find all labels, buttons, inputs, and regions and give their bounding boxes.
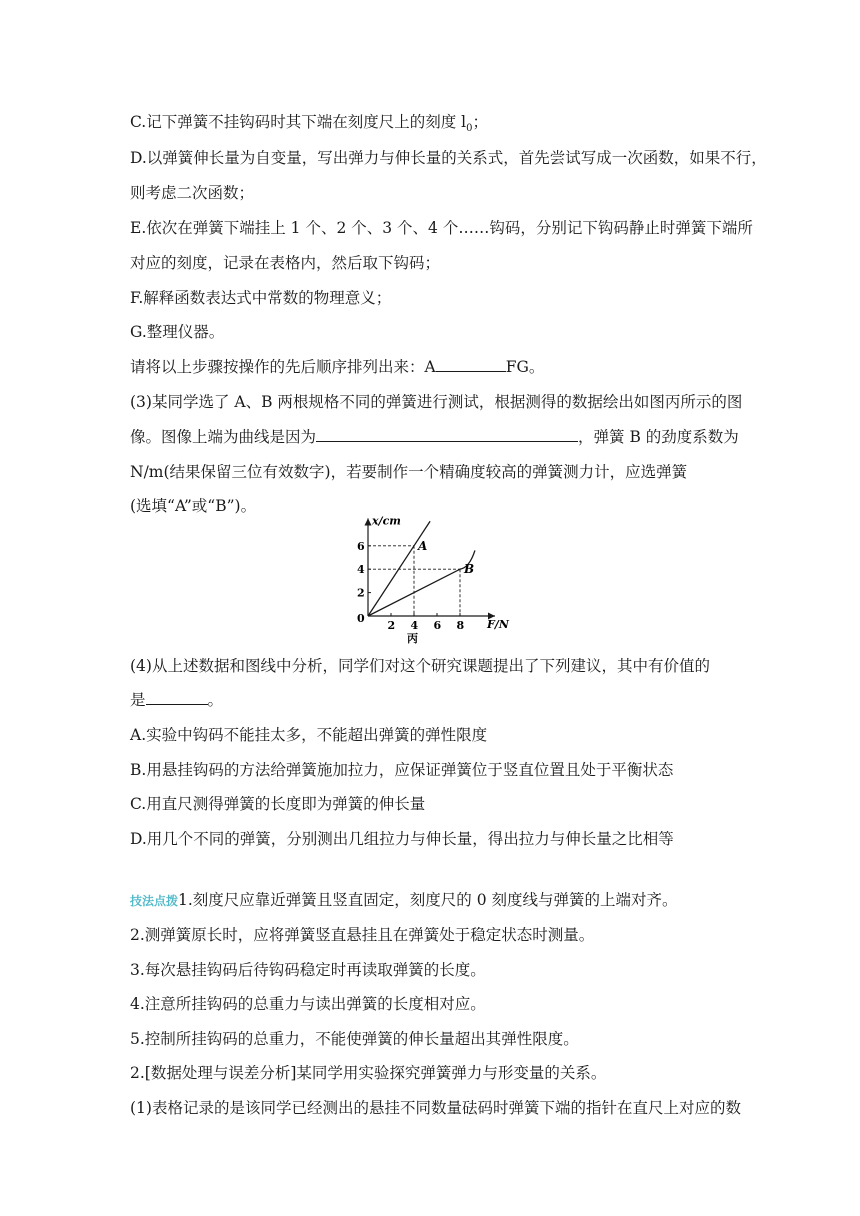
order-question-text: 请将以上步骤按操作的先后顺序排列出来：A [130, 358, 436, 376]
x-tick-label: 2 [387, 619, 396, 632]
origin-label: 0 [357, 612, 365, 625]
q3-reason-blank[interactable] [316, 427, 578, 442]
y-tick-label: 6 [357, 539, 365, 553]
x-tick-label: 4 [410, 619, 419, 632]
series-label-B: B [464, 562, 475, 577]
series-line-A [368, 521, 430, 616]
y-tick-label: 2 [357, 586, 365, 600]
spring-graph [340, 508, 540, 648]
y-tick-label: 4 [357, 563, 365, 577]
q4-line2-text: 是 [130, 691, 146, 709]
x-tick-label: 6 [433, 619, 442, 632]
q4-line2 [130, 690, 223, 710]
tip-3: 3.每次悬挂钩码后待钩码稳定时再读取弹簧的长度。 [130, 961, 486, 979]
tip-label: 技法点拨 [130, 894, 179, 908]
option-d: D.用几个不同的弹簧，分别测出几组拉力与伸长量，得出拉力与伸长量之比相等 [130, 830, 674, 848]
option-b: B.用悬挂钩码的方法给弹簧施加拉力，应保证弹簧位于竖直位置且处于平衡状态 [130, 761, 674, 779]
series-label-A: A [418, 538, 428, 553]
step-f: F.解释函数表达式中常数的物理意义； [130, 289, 392, 307]
step-c-end: ； [472, 113, 489, 131]
problem-2-part1: (1)表格记录的是该同学已经测出的悬挂不同数量砝码时弹簧下端的指针在直尺上对应的数 [130, 1099, 741, 1117]
order-question-end: FG。 [505, 358, 545, 376]
chart-caption: 丙 [407, 632, 418, 645]
step-d-line1: D.以弹簧伸长量为自变量，写出弹力与伸长量的关系式，首先尝试写成一次函数，如果不行， [130, 149, 767, 167]
tip-2: 2.测弹簧原长时，应将弹簧竖直悬挂且在弹簧处于稳定状态时测量。 [130, 926, 595, 944]
q3-line4: (选填“A”或“B”)。 [130, 497, 257, 515]
step-c-subscript: 0 [466, 123, 473, 135]
q4-answer-blank[interactable] [146, 690, 208, 705]
series-line-B [368, 550, 475, 616]
x-axis-label: F/N [487, 618, 509, 631]
x-tick-label: 8 [456, 619, 465, 632]
q3-line2 [130, 427, 739, 447]
y-axis-label: x/cm [372, 514, 401, 528]
step-d-line2: 则考虑二次函数； [130, 184, 255, 202]
q4-line1: (4)从上述数据和图线中分析，同学们对这个研究课题提出了下列建议，其中有价值的 [130, 657, 710, 675]
q4-line2-end: 。 [207, 691, 224, 709]
q3-line3: N/m(结果保留三位有效数字)，若要制作一个精确度较高的弹簧测力计，应选弹簧 [130, 463, 688, 481]
step-c [130, 112, 488, 139]
q3-line1: (3)某同学选了 A、B 两根规格不同的弹簧进行测试，根据测得的数据绘出如图丙所示的图 [130, 393, 743, 411]
q3-line2-text: 像。图像上端为曲线是因为 [130, 428, 317, 446]
order-answer-blank[interactable] [436, 357, 506, 372]
order-question [130, 357, 544, 377]
tip-1: 1.刻度尺应靠近弹簧且竖直固定，刻度尺的 0 刻度线与弹簧的上端对齐。 [178, 891, 678, 909]
tip-line1 [130, 890, 678, 911]
step-e-line1: E.依次在弹簧下端挂上 1 个、2 个、3 个、4 个……钩码，分别记下钩码静止时弹簧下端所 [130, 219, 753, 237]
option-c: C.用直尺测得弹簧的长度即为弹簧的伸长量 [130, 795, 426, 813]
step-c-text: C.记下弹簧不挂钩码时其下端在刻度尺上的刻度 l [130, 113, 467, 131]
q3-line2-end: ，弹簧 B 的劲度系数为 [578, 428, 739, 446]
step-e-line2: 对应的刻度，记录在表格内，然后取下钩码； [130, 254, 441, 272]
option-a: A.实验中钩码不能挂太多，不能超出弹簧的弹性限度 [130, 726, 488, 744]
tip-5: 5.控制所挂钩码的总重力，不能使弹簧的伸长量超出其弹性限度。 [130, 1030, 579, 1048]
problem-2-title: 2.[数据处理与误差分析]某同学用实验探究弹簧弹力与形变量的关系。 [130, 1064, 607, 1082]
tip-4: 4.注意所挂钩码的总重力与读出弹簧的长度相对应。 [130, 995, 486, 1013]
step-g: G.整理仪器。 [130, 323, 225, 341]
